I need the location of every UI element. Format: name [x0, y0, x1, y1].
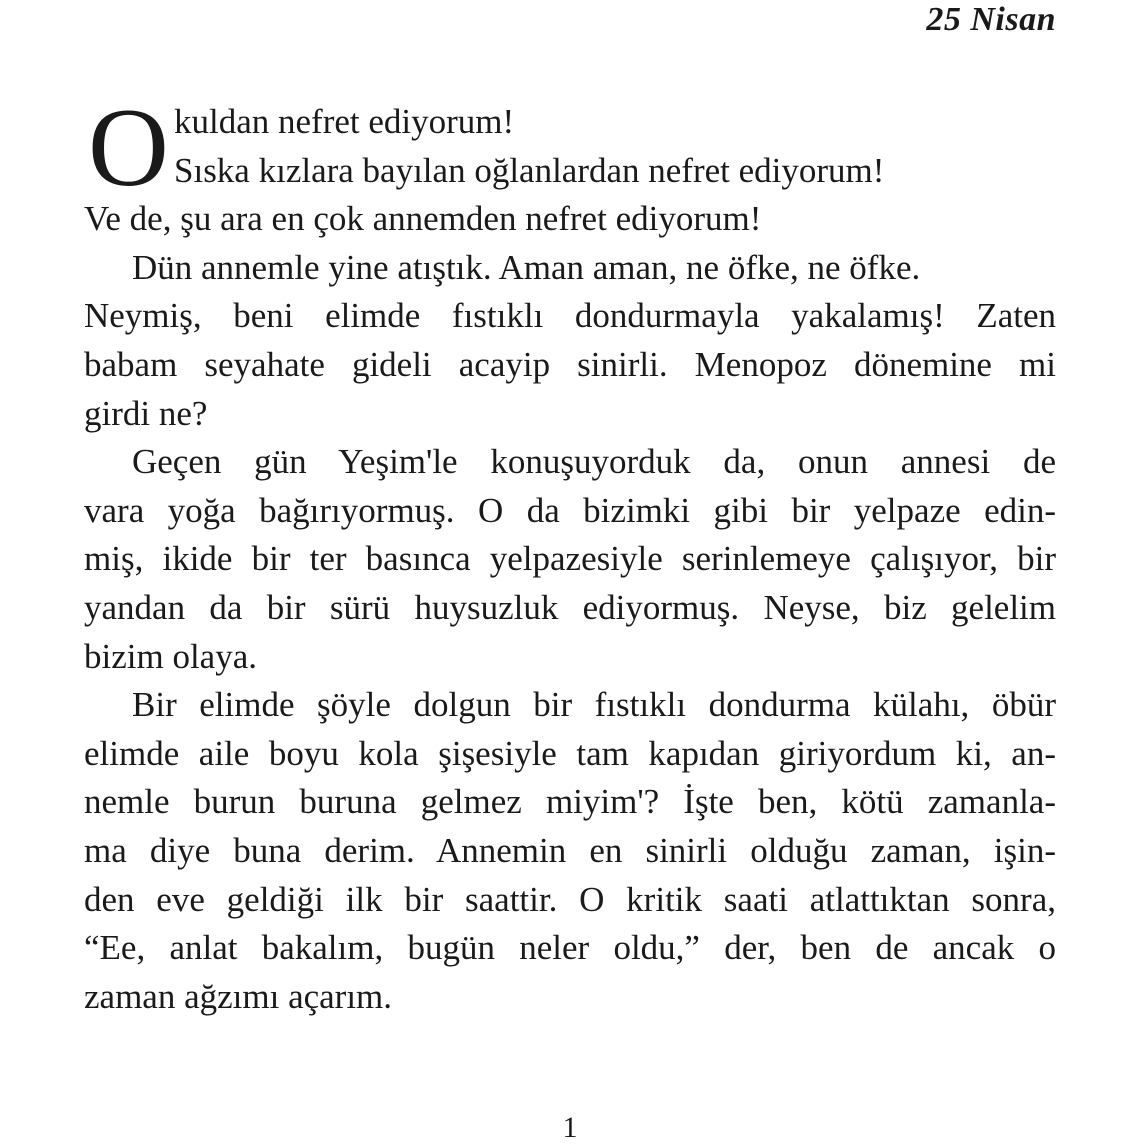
date-heading: 25 Nisan [926, 1, 1056, 38]
text-line: Sıska kızlara bayılan oğlanlardan nefret ediyorum! [174, 150, 885, 190]
text-line: elimde aile boyu kola şişesiyle tam kapıdan giriyordum ki, an- [84, 733, 1056, 773]
text-line: bizim olaya. [84, 636, 258, 676]
text-line: ma diye buna derim. Annemin en sinirli olduğu zaman, işin- [84, 830, 1056, 870]
text-line: miş, ikide bir ter basınca yelpazesiyle serinlemeye çalışıyor, bir [84, 539, 1056, 579]
text-line: nemle burun buruna gelmez miyim'? İşte ben, kötü zamanla- [84, 782, 1056, 822]
text-line: girdi ne? [84, 393, 208, 433]
drop-cap-letter: O [88, 86, 169, 210]
text-line: yandan da bir sürü huysuzluk ediyormuş. Neyse, biz gelelim [84, 587, 1056, 627]
text-line: “Ee, anlat bakalım, bugün neler oldu,” der, ben de ancak o [84, 928, 1056, 968]
text-line: vara yoğa bağırıyormuş. O da bizimki gibi bir yelpaze edin- [84, 490, 1056, 530]
text-line: kuldan nefret ediyorum! [174, 102, 515, 141]
text-line: Ve de, şu ara en çok annemden nefret ediyorum! [84, 199, 762, 239]
text-line: zaman ağzımı açarım. [84, 976, 393, 1016]
text-line: den eve geldiği ilk bir saattir. O kritik saati atlattıktan sonra, [84, 879, 1056, 919]
text-line: Neymiş, beni elimde fıstıklı dondurmayla yakalamış! Zaten [84, 296, 1056, 336]
text-line: Dün annemle yine atıştık. Aman aman, ne öfke, ne öfke. [132, 247, 921, 287]
text-line: Bir elimde şöyle dolgun bir fıstıklı dondurma külahı, öbür [132, 685, 1056, 725]
text-line: Geçen gün Yeşim'le konuşuyorduk da, onun annesi de [132, 442, 1056, 482]
body-text [84, 86, 1056, 1021]
text-line: babam seyahate gideli acayip sinirli. Menopoz dönemine mi [84, 344, 1056, 384]
page-number: 1 [562, 1111, 578, 1144]
